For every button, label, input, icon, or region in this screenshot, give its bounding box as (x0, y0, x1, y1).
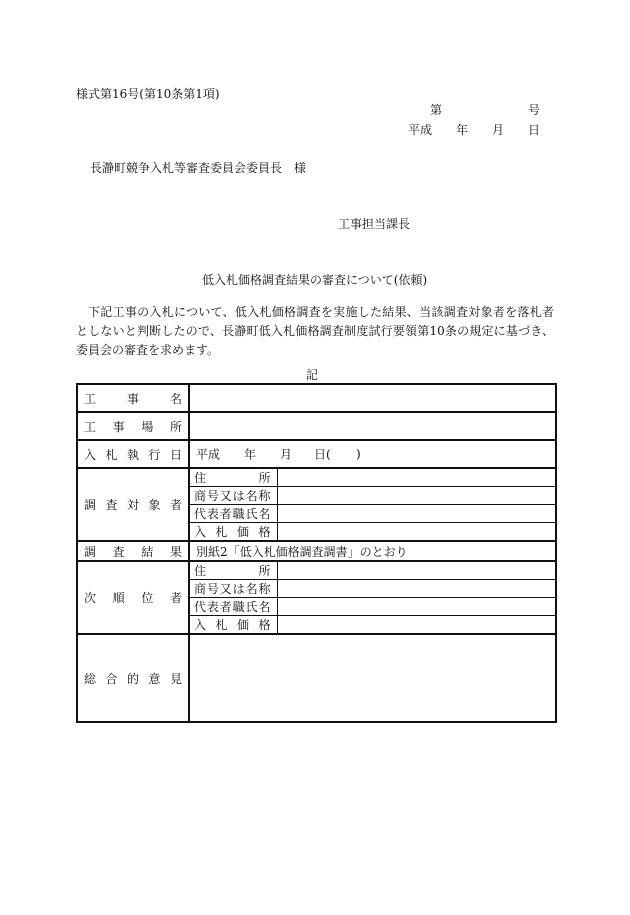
bid-date-close: ) (356, 447, 361, 461)
label-spread (194, 469, 277, 486)
label-char: 又 (219, 489, 232, 503)
label-char: 札 (215, 618, 228, 632)
second-address-label (189, 561, 277, 580)
investigated-rep-value[interactable] (277, 505, 556, 523)
label-char: 札 (105, 447, 118, 462)
label-char: 表 (206, 600, 219, 614)
label-char: 者 (169, 498, 182, 512)
label-char: 名 (258, 600, 271, 614)
label-spread (194, 505, 277, 522)
second-rep-value[interactable] (277, 598, 556, 616)
label-spread (84, 543, 188, 560)
second-rep-label (189, 598, 277, 616)
label-char: 代 (194, 600, 207, 614)
second-name-label (189, 580, 277, 598)
table-row (77, 634, 556, 722)
label-spread (194, 523, 277, 540)
construction-site-label (77, 412, 189, 440)
label-char: 所 (258, 471, 271, 485)
label-char: 氏 (245, 600, 258, 614)
label-char: 代 (194, 507, 207, 521)
addressee: 長瀞町競争入札等審査委員会委員長 様 (90, 161, 307, 175)
label-char: 商 (194, 582, 207, 596)
result-value: 別紙2「低入札価格調査調書」のとおり (189, 541, 556, 561)
form-number: 様式第16号(第10条第1項) (76, 87, 220, 101)
subject-title: 低入札価格調査結果の審査について(依頼) (202, 273, 428, 287)
label-char: 名 (245, 582, 258, 596)
label-spread (84, 446, 188, 463)
label-char: 入 (194, 618, 207, 632)
label-char: 住 (194, 564, 207, 578)
label-char: 職 (232, 600, 245, 614)
label-char: 順 (112, 591, 125, 605)
bid-date-value[interactable] (189, 440, 556, 468)
label-char: 次 (84, 591, 97, 605)
document-number (430, 102, 542, 118)
table-row (77, 468, 556, 487)
investigated-name-value[interactable] (277, 487, 556, 505)
record-mark: 記 (306, 368, 319, 382)
label-char: 名 (245, 489, 258, 503)
label-char: 工 (84, 391, 97, 406)
investigated-party-label (77, 468, 189, 541)
label-char: 価 (236, 618, 249, 632)
label-char: 象 (148, 498, 161, 512)
investigated-price-label (189, 523, 277, 542)
construction-site-value[interactable] (189, 412, 556, 440)
label-char: 執 (126, 447, 139, 462)
label-char: 所 (169, 419, 182, 434)
label-spread (84, 418, 188, 435)
label-char: 号 (206, 489, 219, 503)
date-era: 平成 (408, 123, 433, 137)
date-year: 年 (456, 123, 469, 137)
bid-date-era: 平成 (196, 447, 221, 462)
table-row (77, 440, 556, 468)
label-char: 者 (219, 600, 232, 614)
body-paragraph: 下記工事の入札について、低入札価格調査を実施した結果、当該調査対象者を落札者としないと判断したので、長瀞町低入札価格調査制度試行要領第10条の規定に基づき、委員会の審査を求めます。 (76, 305, 554, 357)
label-spread (194, 487, 277, 504)
second-price-label (189, 616, 277, 635)
table-row (77, 561, 556, 580)
label-char: 工 (84, 419, 97, 434)
document-date (408, 122, 542, 138)
label-char: 意 (148, 671, 161, 686)
label-spread (194, 562, 277, 579)
opinion-value[interactable] (189, 634, 556, 722)
result-label (77, 541, 189, 561)
label-char: 的 (126, 671, 139, 686)
label-char: 札 (215, 525, 228, 539)
construction-name-label (77, 384, 189, 412)
label-spread (194, 580, 277, 597)
label-spread (84, 390, 188, 407)
second-address-value[interactable] (277, 561, 556, 580)
label-char: 果 (169, 544, 182, 559)
label-char: 位 (141, 591, 154, 605)
label-spread (194, 616, 277, 633)
label-char: 格 (258, 525, 271, 539)
bid-date-label (77, 440, 189, 468)
label-char: 査 (105, 498, 118, 512)
bid-date-month: 月 (280, 447, 293, 462)
label-char: 名 (169, 391, 182, 406)
label-char: 調 (84, 498, 97, 512)
label-char: 結 (141, 544, 154, 559)
label-char: は (232, 489, 245, 503)
label-char: 名 (258, 507, 271, 521)
label-char: 行 (148, 447, 161, 462)
table-row (77, 384, 556, 412)
label-char: 見 (169, 671, 182, 686)
table-row (77, 412, 556, 440)
label-spread (84, 670, 188, 687)
table-row (77, 541, 556, 561)
second-name-value[interactable] (277, 580, 556, 598)
label-char: 所 (258, 564, 271, 578)
construction-name-value[interactable] (189, 384, 556, 412)
label-char: 又 (219, 582, 232, 596)
label-char: 場 (141, 419, 154, 434)
label-char: 号 (206, 582, 219, 596)
date-month: 月 (492, 123, 505, 137)
label-char: 住 (194, 471, 207, 485)
label-char: 商 (194, 489, 207, 503)
label-char: 称 (258, 489, 271, 503)
bid-date-year: 年 (244, 447, 257, 462)
label-char: 総 (84, 671, 97, 686)
doc-number-suffix: 号 (528, 103, 541, 117)
investigated-name-label (189, 487, 277, 505)
second-party-label (77, 561, 189, 634)
label-char: 事 (126, 391, 139, 406)
label-spread (194, 598, 277, 615)
label-char: 者 (169, 591, 182, 605)
label-char: 対 (126, 498, 139, 512)
investigated-address-value[interactable] (277, 468, 556, 487)
label-char: 合 (105, 671, 118, 686)
label-spread (84, 496, 188, 513)
label-char: 査 (112, 544, 125, 559)
sender: 工事担当課長 (338, 217, 411, 231)
form-table (76, 383, 557, 723)
label-char: 称 (258, 582, 271, 596)
label-spread (84, 589, 188, 606)
investigated-rep-label (189, 505, 277, 523)
label-char: 価 (236, 525, 249, 539)
opinion-label (77, 634, 189, 722)
bid-date-day: 日( (314, 447, 331, 462)
second-price-value[interactable] (277, 616, 556, 635)
label-char: 入 (84, 447, 97, 462)
label-char: 格 (258, 618, 271, 632)
label-char: 事 (112, 419, 125, 434)
label-char: 入 (194, 525, 207, 539)
date-day: 日 (528, 123, 541, 137)
label-char: 職 (232, 507, 245, 521)
label-char: 者 (219, 507, 232, 521)
label-char: 日 (169, 447, 182, 462)
investigated-price-value[interactable] (277, 523, 556, 542)
label-char: 表 (206, 507, 219, 521)
label-char: 氏 (245, 507, 258, 521)
investigated-address-label (189, 468, 277, 487)
doc-number-prefix: 第 (430, 103, 443, 117)
label-char: 調 (84, 544, 97, 559)
label-char: は (232, 582, 245, 596)
